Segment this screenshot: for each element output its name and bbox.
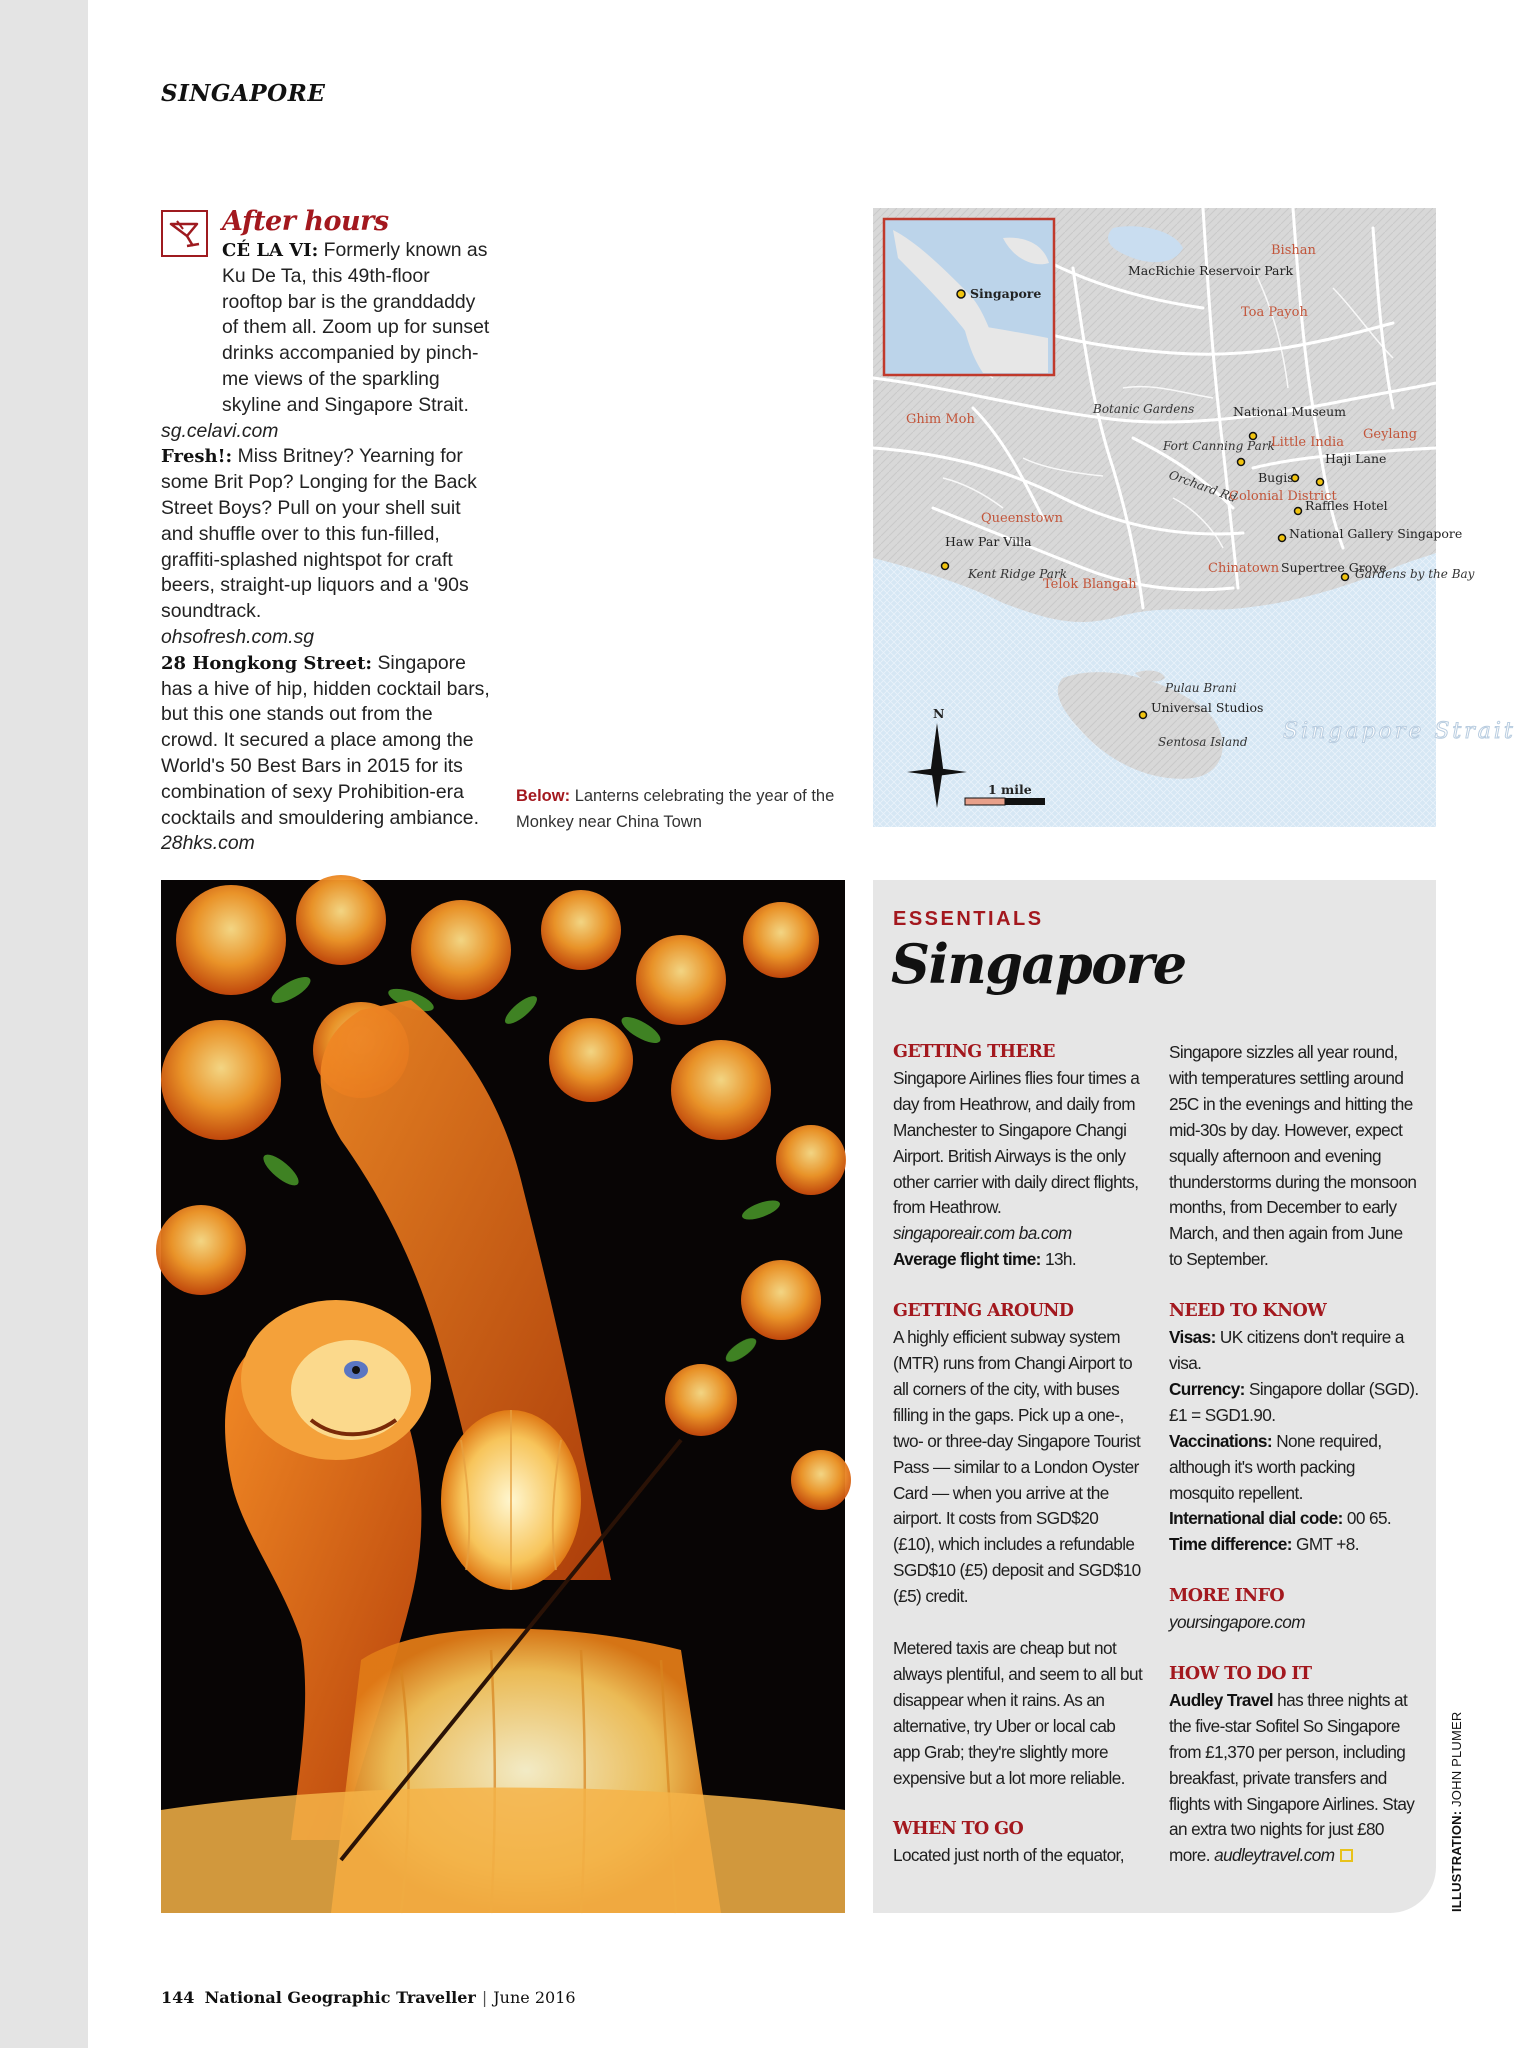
magazine-name: National Geographic Traveller bbox=[204, 1988, 476, 2007]
more-info-link[interactable]: yoursingapore.com bbox=[1169, 1612, 1305, 1633]
getting-there-heading: GETTING THERE bbox=[893, 1042, 1055, 1062]
getting-around-text-1: A highly efficient subway system (MTR) runs from Changi Airport to all corners of the city, with buses filling in the gaps. Pick up a one-, two- or three-day Singapore Tourist Pass — similar to a London Oyster Card — when you arrive at the airport. It costs from SGD$20 (£10), which includes a refundable SGD$10 (£5) deposit and SGD$10 (£5) credit. bbox=[893, 1327, 1141, 1607]
getting-there-text: Singapore Airlines flies four times a day from Heathrow, and daily from Manchester to Singapore Changi Airport. British Airways is the only other carrier with daily direct flights, from Heathrow. bbox=[893, 1067, 1140, 1218]
map-label: National Museum bbox=[1233, 404, 1346, 419]
map-label: Orchard Rd bbox=[1166, 467, 1239, 506]
more-info-heading: MORE INFO bbox=[1169, 1586, 1285, 1607]
map-label: Chinatown bbox=[1208, 561, 1280, 576]
page-footer: 144 National Geographic Traveller | June 2016 bbox=[161, 1988, 576, 2007]
map-label: Universal Studios bbox=[1151, 700, 1264, 715]
currency-value: Singapore dollar (SGD). £1 = SGD1.90. bbox=[1169, 1378, 1419, 1425]
svg-text:N: N bbox=[933, 706, 945, 721]
map-label: Supertree Grove bbox=[1281, 560, 1387, 575]
entry-url[interactable]: sg.celavi.com bbox=[161, 419, 279, 442]
visas-value: UK citizens don't require a visa. bbox=[1169, 1327, 1404, 1373]
entry-text: Singapore has a hive of hip, hidden cocktail bars, but this one stands out from the crowd. It secured a place among the World's 50 Best Bars in 2015 for its combination of sexy Prohibition-era cocktails and smouldering ambiance. bbox=[161, 651, 490, 829]
credit-label: ILLUSTRATION: bbox=[1449, 1810, 1464, 1912]
section-tag: SINGAPORE bbox=[161, 80, 326, 107]
caption-text: Lanterns celebrating the year of the Monkey near China Town bbox=[516, 787, 835, 831]
essentials-box bbox=[873, 880, 1436, 1913]
page-number: 144 bbox=[161, 1988, 195, 2007]
visas bbox=[1169, 1325, 1419, 1377]
essentials-column-left bbox=[893, 1040, 1143, 1869]
svg-text:1 mile: 1 mile bbox=[988, 782, 1032, 797]
map-label: Botanic Gardens bbox=[1093, 402, 1195, 416]
map-label: Haji Lane bbox=[1325, 451, 1387, 466]
map-label: Kent Ridge Park bbox=[968, 567, 1067, 581]
map-label: Telok Blangah bbox=[1043, 577, 1137, 592]
operator-name: Audley Travel bbox=[1169, 1689, 1273, 1710]
dial-code-label: International dial code: bbox=[1169, 1508, 1343, 1529]
entry-name: 28 Hongkong Street: bbox=[161, 652, 373, 674]
photo-caption bbox=[516, 784, 856, 835]
city-map bbox=[873, 208, 1516, 827]
map-label: Gardens by the Bay bbox=[1355, 567, 1475, 581]
credit-name: JOHN PLUMER bbox=[1449, 1711, 1464, 1807]
how-to-do-it-text bbox=[1169, 1688, 1419, 1869]
map-label: Sentosa Island bbox=[1158, 735, 1248, 749]
operator-link[interactable]: audleytravel.com bbox=[1214, 1845, 1335, 1866]
when-to-go-text-cont: Singapore sizzles all year round, with temperatures settling around 25C in the evenings and hitting the mid-30s by day. However, expect squally afternoon and evening thunderstorms during the monsoon months, from December to early March, and then again from June to September. bbox=[1169, 1042, 1417, 1270]
entry-celavi-url[interactable] bbox=[161, 419, 491, 445]
map-label: Queenstown bbox=[981, 511, 1064, 526]
time-difference-label: Time difference: bbox=[1169, 1534, 1292, 1555]
map-label: Singapore Strait bbox=[1283, 719, 1516, 744]
map-label: National Gallery Singapore bbox=[1289, 526, 1463, 541]
dial-code bbox=[1169, 1506, 1419, 1532]
vaccinations bbox=[1169, 1429, 1419, 1507]
dial-code-value: 00 65. bbox=[1346, 1508, 1392, 1529]
map-label: Bugis bbox=[1258, 470, 1294, 485]
flight-time-label: Average flight time: bbox=[893, 1249, 1041, 1270]
after-hours-title: After hours bbox=[222, 206, 389, 237]
essentials-title: Singapore bbox=[891, 932, 1186, 996]
essentials-column-right bbox=[1169, 1040, 1419, 1869]
essentials-kicker: ESSENTIALS bbox=[893, 908, 1044, 930]
how-to-do-it-body: has three nights at the five-star Sofitel So Singapore from £1,370 per person, including breakfast, private transfers and flights with Singapore Airlines. Stay an extra two nights for just £80 more. bbox=[1169, 1689, 1415, 1866]
entry-url[interactable]: 28hks.com bbox=[161, 832, 255, 855]
entry-name: Fresh!: bbox=[161, 446, 233, 468]
time-difference bbox=[1169, 1532, 1419, 1558]
entry-text: Formerly known as Ku De Ta, this 49th-floor rooftop bar is the granddaddy of them all. Zoom up for sunset drinks accompanied by pinch-me views of the sparkling skyline and Singapore Strait. bbox=[222, 239, 490, 416]
entry-name: CÉ LA VI: bbox=[222, 240, 319, 261]
time-difference-value: GMT +8. bbox=[1296, 1534, 1359, 1555]
how-to-do-it-heading: HOW TO DO IT bbox=[1169, 1664, 1312, 1685]
vaccinations-value: None required, although it's worth packing mosquito repellent. bbox=[1169, 1430, 1382, 1503]
entry-28hks bbox=[161, 651, 491, 857]
map-label: Fort Canning Park bbox=[1163, 439, 1275, 453]
after-hours-column bbox=[161, 206, 491, 857]
more-info-url[interactable] bbox=[1169, 1610, 1419, 1636]
getting-there-urls[interactable] bbox=[893, 1221, 1143, 1247]
vaccinations-label: Vaccinations: bbox=[1169, 1430, 1273, 1451]
cocktail-glass-icon bbox=[161, 210, 208, 257]
inset-label: Singapore bbox=[970, 286, 1042, 301]
getting-there-links[interactable]: singaporeair.com ba.com bbox=[893, 1223, 1072, 1244]
map-label: Raffles Hotel bbox=[1305, 498, 1388, 513]
need-to-know-heading: NEED TO KNOW bbox=[1169, 1301, 1327, 1322]
credit-text bbox=[1449, 1712, 1464, 1913]
caption-label: Below: bbox=[516, 787, 571, 805]
currency bbox=[1169, 1377, 1419, 1429]
currency-label: Currency: bbox=[1169, 1378, 1245, 1399]
getting-around-heading: GETTING AROUND bbox=[893, 1301, 1074, 1322]
map-label: Haw Par Villa bbox=[945, 534, 1032, 549]
flight-time bbox=[893, 1247, 1143, 1273]
map-label: Pulau Brani bbox=[1165, 681, 1237, 695]
map-label: Little India bbox=[1271, 435, 1344, 450]
map-label: Bishan bbox=[1271, 243, 1316, 258]
end-mark-icon bbox=[1340, 1849, 1353, 1862]
when-to-go-heading: WHEN TO GO bbox=[893, 1819, 1024, 1840]
entry-text: Miss Britney? Yearning for some Brit Pop? Longing for the Back Street Boys? Pull on your shell suit and shuffle over to this fun-filled, graffiti-splashed nightspot for craft beers, straight-up liquors and a '90s soundtrack. bbox=[161, 445, 477, 623]
getting-around-text-2: Metered taxis are cheap but not always plentiful, and seem to all but disappear when it rains. As an alternative, try Uber or local cab app Grab; they're slightly more expensive but a lot more reliable. bbox=[893, 1638, 1143, 1788]
entry-fresh bbox=[161, 444, 491, 625]
visas-label: Visas: bbox=[1169, 1327, 1216, 1348]
flight-time-value: 13h. bbox=[1045, 1249, 1077, 1270]
map-label: Geylang bbox=[1363, 427, 1418, 442]
entry-celavi bbox=[161, 238, 491, 419]
entry-url[interactable]: ohsofresh.com.sg bbox=[161, 625, 315, 648]
magazine-page bbox=[88, 0, 1536, 2048]
map-label: Colonial District bbox=[1229, 489, 1337, 504]
map-label: Toa Payoh bbox=[1241, 305, 1308, 320]
lantern-photo bbox=[161, 880, 845, 1913]
issue-date: June 2016 bbox=[493, 1988, 576, 2007]
map-label: Ghim Moh bbox=[906, 412, 975, 427]
when-to-go-text-start: Located just north of the equator, bbox=[893, 1845, 1124, 1866]
map-label: MacRichie Reservoir Park bbox=[1128, 263, 1294, 278]
entry-fresh-url[interactable] bbox=[161, 625, 491, 651]
